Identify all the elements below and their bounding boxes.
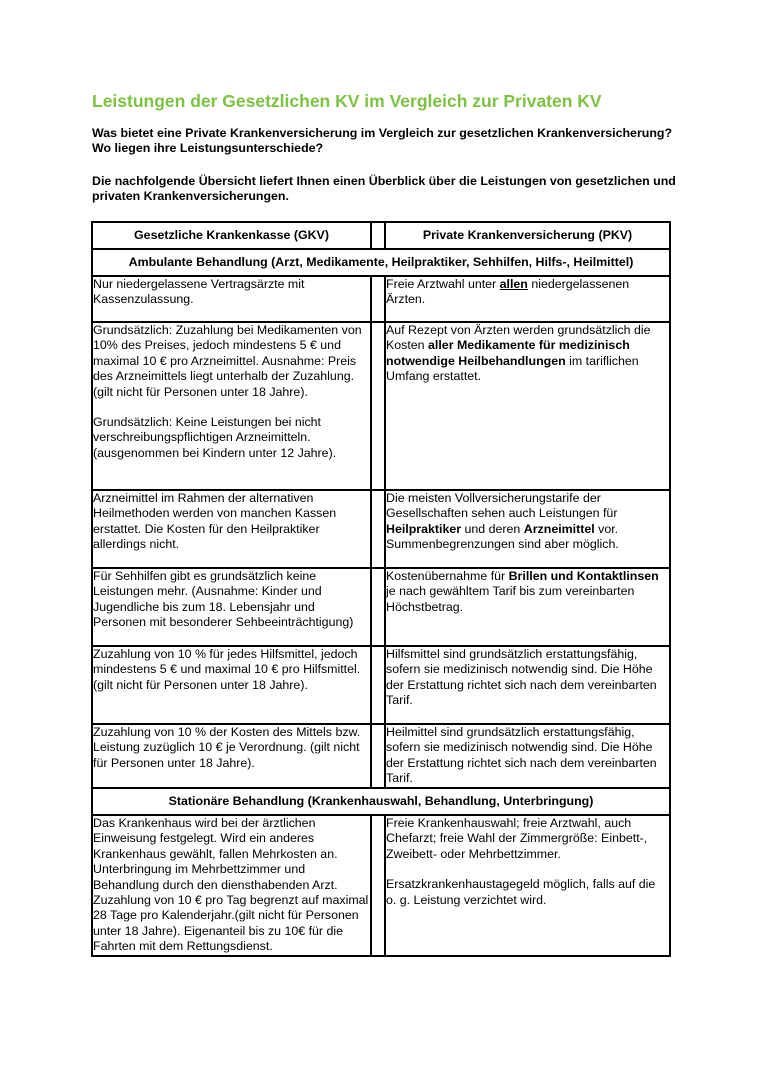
pkv-text: niedergelassenen Ärzten. [386, 277, 630, 307]
table-row [92, 724, 670, 788]
section-row-ambulant [92, 249, 670, 276]
header-gkv: Gesetzliche Krankenkasse (GKV) [92, 222, 371, 249]
column-gap [371, 322, 385, 490]
intro-overview: Die nachfolgende Übersicht liefert Ihnen einen Überblick über die Leistungen von gesetzlichen und privaten Krankenversicherungen. [92, 174, 676, 203]
pkv-emphasis: Arzneimittel [523, 521, 595, 536]
table-row [92, 815, 670, 956]
pkv-paragraph: Freie Krankenhauswahl; freie Arztwahl, auch Chefarzt; freie Wahl der Zimmergröße: Einbett-, Zweibett- oder Mehrbettzimmer. [386, 816, 648, 861]
column-gap [371, 222, 385, 249]
pkv-text: Heilmittel sind grundsätzlich erstattungsfähig, sofern sie medizinisch notwendig sind. Die Höhe der Erstattung richtet sich nach dem vereinbarten Tarif. [386, 725, 657, 786]
pkv-text: Kostenübernahme für [386, 569, 509, 583]
pkv-cell [385, 724, 670, 788]
gkv-cell [92, 568, 371, 646]
intro-question: Was bietet eine Private Krankenversicherung im Vergleich zur gesetzlichen Krankenversicherung? Wo liegen ihre Leistungsunterschiede? [92, 126, 673, 155]
comparison-table [91, 221, 671, 957]
pkv-emphasis: aller Medikamente für medizinisch notwendige Heilbehandlungen [386, 338, 630, 368]
pkv-paragraph: Ersatzkrankenhaustagegeld möglich, falls auf die o. g. Leistung verzichtet wird. [386, 877, 656, 907]
pkv-cell [385, 490, 670, 568]
section-heading-ambulant: Ambulante Behandlung (Arzt, Medikamente, Heilpraktiker, Sehhilfen, Hilfs-, Heilmittel) [92, 249, 670, 276]
pkv-text: je nach gewähltem Tarif bis zum vereinbarten Höchstbetrag. [386, 584, 635, 614]
pkv-cell [385, 646, 670, 724]
table-header-row [92, 222, 670, 249]
gkv-text: Das Krankenhaus wird bei der ärztlichen Einweisung festgelegt. Wird ein anderes Krankenhaus gewählt, fallen Mehrkosten an. Unterbringung im Mehrbettzimmer und Behandlung durch den diensthabenden Arzt. Zuzahlung von 10 € pro Tag begrenzt auf maximal 28 Tage pro Kalenderjahr.(gilt nicht für Personen unter 18 Jahre). Eigenanteil bis zu 10€ für die Fahrten mit dem Rettungsdienst. [93, 816, 369, 954]
pkv-text: Die meisten Vollversicherungstarife der Gesellschaften sehen auch Leistungen für [386, 491, 618, 521]
table-row [92, 322, 670, 490]
pkv-emphasis: allen [499, 277, 528, 291]
gkv-text: Zuzahlung von 10 % der Kosten des Mittels bzw. Leistung zuzüglich 10 € je Verordnung. (gilt nicht für Personen unter 18 Jahre). [93, 725, 361, 770]
page-title: Leistungen der Gesetzlichen KV im Vergleich zur Privaten KV [92, 91, 602, 111]
gkv-text: Zuzahlung von 10 % für jedes Hilfsmittel, jedoch mindestens 5 € und maximal 10 € pro Hilfsmittel. (gilt nicht für Personen unter 18 Jahre). [93, 647, 361, 692]
pkv-cell [385, 322, 670, 490]
gkv-cell [92, 815, 371, 956]
gkv-cell [92, 490, 371, 568]
gkv-cell [92, 724, 371, 788]
pkv-text: und deren [461, 521, 524, 536]
section-heading-stationaer: Stationäre Behandlung (Krankenhauswahl, Behandlung, Unterbringung) [92, 788, 670, 815]
gkv-paragraph: Grundsätzlich: Zuzahlung bei Medikamenten von 10% des Preises, jedoch mindestens 5 € und maximal 10 € pro Arzneimittel. Ausnahme: Preis des Arzneimittels liegt unterhalb der Zuzahlung. (gilt nicht für Personen unter 18 Jahre). [93, 323, 362, 399]
column-gap [371, 724, 385, 788]
pkv-emphasis: Brillen und Kontaktlinsen [508, 569, 659, 583]
column-gap [371, 815, 385, 956]
gkv-text: Nur niedergelassene Vertragsärzte mit Kassenzulassung. [93, 277, 305, 307]
pkv-text: Hilfsmittel sind grundsätzlich erstattungsfähig, sofern sie medizinisch notwendig sind. Die Höhe der Erstattung richtet sich nach dem vereinbarten Tarif. [386, 647, 657, 708]
gkv-text: Arzneimittel im Rahmen der alternativen Heilmethoden werden von manchen Kassen erstattet. Die Kosten für den Heilpraktiker allerdings nicht. [93, 491, 337, 552]
column-gap [371, 568, 385, 646]
header-pkv: Private Krankenversicherung (PKV) [385, 222, 670, 249]
column-gap [371, 490, 385, 568]
gkv-paragraph: Grundsätzlich: Keine Leistungen bei nicht verschreibungspflichtigen Arzneimitteln. (ausgenommen bei Kindern unter 12 Jahre). [93, 415, 337, 460]
pkv-cell [385, 276, 670, 322]
gkv-text: Für Sehhilfen gibt es grundsätzlich keine Leistungen mehr. (Ausnahme: Kinder und Jugendliche bis zum 18. Lebensjahr und Personen mit besonderer Sehbeeinträchtigung) [93, 569, 354, 630]
pkv-emphasis: Heilpraktiker [386, 521, 462, 536]
pkv-text: im tariflichen Umfang erstattet. [386, 353, 639, 384]
column-gap [371, 646, 385, 724]
gkv-cell [92, 322, 371, 490]
table-row [92, 276, 670, 322]
gkv-cell [92, 646, 371, 724]
column-gap [371, 276, 385, 322]
pkv-cell [385, 568, 670, 646]
section-row-stationaer [92, 788, 670, 815]
pkv-text: Freie Arztwahl unter [386, 277, 500, 291]
pkv-text: Auf Rezept von Ärzten werden grundsätzlich die Kosten [386, 323, 651, 353]
table-row [92, 490, 670, 568]
table-row [92, 646, 670, 724]
pkv-text: vor. Summenbegrenzungen sind aber möglich. [386, 521, 619, 552]
table-row [92, 568, 670, 646]
pkv-cell [385, 815, 670, 956]
gkv-cell [92, 276, 371, 322]
